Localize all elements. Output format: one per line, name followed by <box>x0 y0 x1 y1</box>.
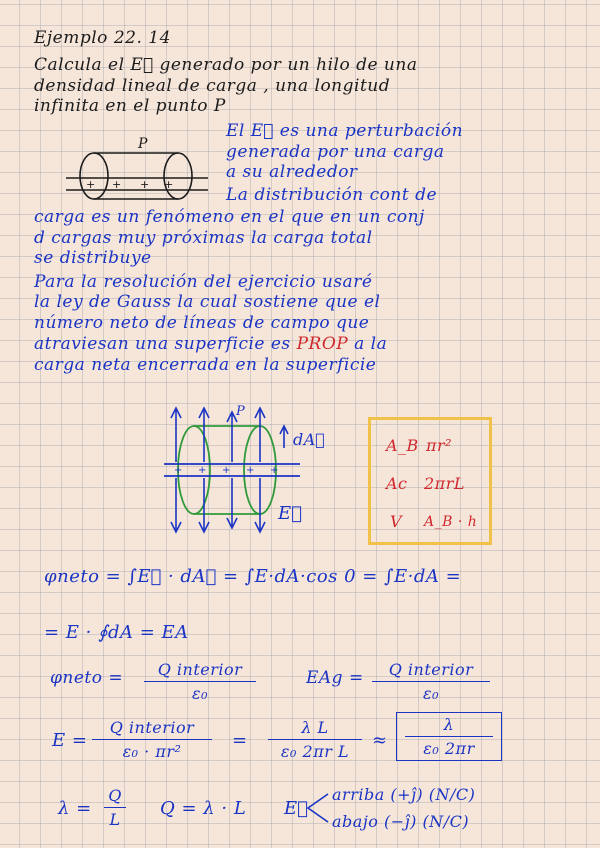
svg-text:+: + <box>270 465 279 476</box>
note-e-line-2: generada por una carga <box>226 142 445 162</box>
gaussian-cylinder-figure <box>160 400 340 540</box>
note-e-line-1: El E⃗ es una perturbación <box>226 121 464 141</box>
e-direction-symbol: E⃗ <box>284 798 309 819</box>
q-interior-num-2: Q interior <box>388 660 474 679</box>
eps0-den: ε₀ <box>192 684 208 703</box>
note-dist-line-2: carga es un fenómeno en el que en un conj <box>34 207 425 227</box>
note-dist-line-1: La distribución cont de <box>226 185 438 205</box>
note-gauss-line-2: la ley de Gauss la cual sostiene que el <box>34 292 381 312</box>
volume-label: V <box>390 512 403 531</box>
e-eq-label: E = <box>52 730 88 751</box>
flux-equation: φneto = ∫E⃗ · dA⃗ = ∫E·dA·cos 0 = ∫E·dA = <box>44 566 462 587</box>
direction-down: abajo (−ĵ) (N/C) <box>332 812 470 831</box>
point-p-label: P <box>138 136 148 152</box>
svg-text:+: + <box>164 178 174 191</box>
svg-text:+: + <box>222 465 231 476</box>
area-base-value: πr² <box>426 436 453 455</box>
phi-fraction <box>144 660 256 703</box>
note-dist-line-4: se distribuye <box>34 248 152 268</box>
e-fraction-1 <box>92 718 212 761</box>
area-lateral-value: 2πrL <box>424 474 465 493</box>
note-gauss-line-1: Para la resolución del ejercicio usaré <box>34 272 373 292</box>
lambda-frac-den: L <box>109 810 121 829</box>
statement-line-2: densidad lineal de carga , una longitud <box>34 76 391 96</box>
equals-sign-1: = <box>232 730 248 751</box>
area-base-label: A_B <box>386 436 419 455</box>
eag-fraction <box>372 660 490 703</box>
volume-value: A_B · h <box>424 514 478 530</box>
statement-line-3: infinita en el punto P <box>34 96 226 116</box>
flux-equation-2: = E · ∮dA = EA <box>44 622 189 643</box>
q-definition: Q = λ · L <box>160 798 247 819</box>
e-result-num: λ <box>443 715 455 734</box>
svg-text:+: + <box>112 178 122 191</box>
statement-line-1: Calcula el E⃗ generado por un hilo de una <box>34 55 418 75</box>
direction-up: arriba (+ĵ) (N/C) <box>332 785 476 804</box>
e-vector-label: E⃗ <box>278 503 303 524</box>
lambda-fraction <box>104 786 126 829</box>
note-gauss-line-3: número neto de líneas de campo que <box>34 313 370 333</box>
svg-text:+: + <box>140 178 150 191</box>
area-lateral-label: Ac <box>386 474 408 493</box>
svg-text:+: + <box>198 465 207 476</box>
svg-text:+: + <box>246 465 255 476</box>
note-gauss-line-4b: a la <box>354 334 388 354</box>
figure-p-label: P <box>236 404 246 419</box>
e-frac2-num: λ L <box>301 718 329 737</box>
note-gauss-line-5: carga neta encerrada en la superficie <box>34 355 377 375</box>
svg-text:+: + <box>86 178 96 191</box>
e-fraction-2 <box>268 718 362 761</box>
e-result-den: ε₀ 2πr <box>423 739 475 758</box>
e-frac1-num: Q interior <box>109 718 195 737</box>
note-e-line-3: a su alrededor <box>226 162 358 182</box>
e-frac2-den: ε₀ 2πr L <box>280 742 350 761</box>
approx-sign: ≈ <box>372 730 388 751</box>
direction-brace <box>302 790 332 826</box>
note-gauss-line-4a: atraviesan una superficie es <box>34 334 291 354</box>
prop-keyword: PROP <box>296 334 349 354</box>
da-vector-label: dA⃗ <box>293 430 326 449</box>
phi-neto-label: φneto = <box>50 668 124 688</box>
lambda-def-lhs: λ = <box>58 798 92 819</box>
e-frac1-den: ε₀ · πr² <box>122 742 182 761</box>
eps0-den-2: ε₀ <box>423 684 439 703</box>
note-dist-line-3: d cargas muy próximas la carga total <box>34 228 373 248</box>
example-title: Ejemplo 22. 14 <box>34 28 171 48</box>
svg-text:+: + <box>174 465 183 476</box>
e-result-box <box>396 712 502 761</box>
q-interior-num: Q interior <box>157 660 243 679</box>
note-gauss-line-4 <box>34 334 387 354</box>
lambda-frac-num: Q <box>108 786 122 805</box>
eag-label: EAg = <box>306 668 364 688</box>
